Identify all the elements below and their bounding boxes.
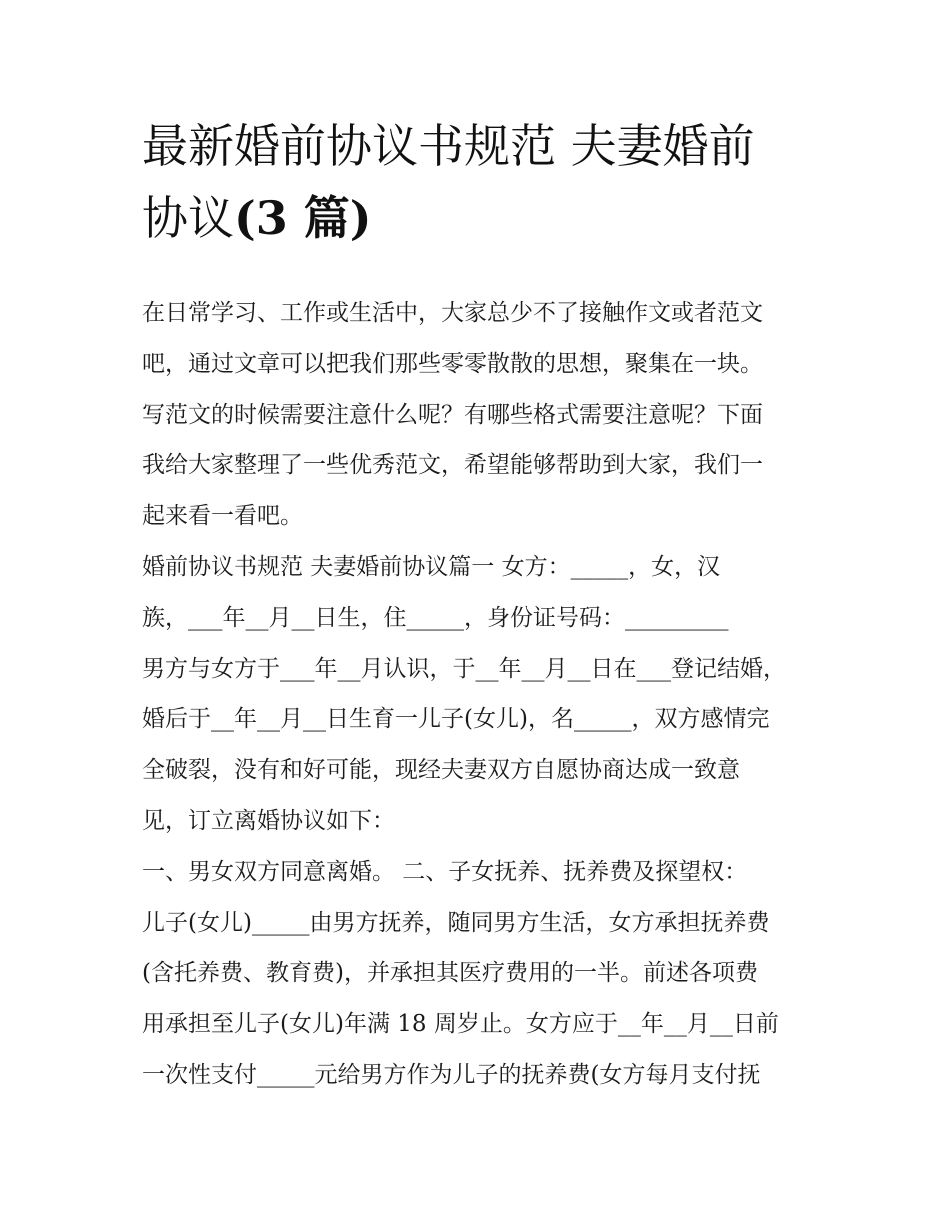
text-line: 在日常学习、工作或生活中，大家总少不了接触作文或者范文	[142, 300, 763, 326]
text-line: (含托养费、教育费)，并承担其医疗费用的一半。前述各项费	[142, 960, 758, 987]
text-line: 我给大家整理了一些优秀范文，希望能够帮助到大家，我们一	[142, 452, 763, 479]
title-line-2-text: 协议	[142, 191, 234, 245]
document-body	[142, 288, 814, 1101]
text-line: 用承担至儿子(女儿)年满 18 周岁止。女方应于__年__月__日前	[142, 1011, 779, 1038]
text-line: 婚前协议书规范 夫妻婚前协议篇一 女方：_____，女，汉	[142, 553, 721, 580]
title-line-2	[142, 182, 814, 254]
title-line-1: 最新婚前协议书规范 夫妻婚前	[142, 119, 755, 173]
text-line: 男方与女方于___年__月认识，于__年__月__日在___登记结婚，	[142, 655, 786, 682]
text-line: 婚后于__年__月__日生育一儿子(女儿)，名_____，双方感情完	[142, 706, 770, 733]
agreement-parties-paragraph	[142, 542, 814, 847]
document-page	[142, 110, 814, 1101]
agreement-terms-paragraph	[142, 847, 814, 1101]
text-line: 全破裂，没有和好可能，现经夫妻双方自愿协商达成一致意	[142, 757, 740, 784]
text-line: 族，___年__月__日生，住_____，身份证号码：_________	[142, 604, 729, 631]
text-line: 写范文的时候需要注意什么呢？有哪些格式需要注意呢？下面	[142, 401, 763, 428]
text-line: 起来看一看吧。	[142, 503, 303, 530]
text-line: 一、男女双方同意离婚。 二、子女抚养、抚养费及探望权：	[142, 858, 748, 885]
document-title	[142, 110, 814, 254]
text-line: 吧，通过文章可以把我们那些零零散散的思想，聚集在一块。	[142, 350, 763, 377]
text-line: 见，订立离婚协议如下：	[142, 807, 395, 834]
text-line: 儿子(女儿)_____由男方抚养，随同男方生活，女方承担抚养费	[142, 909, 770, 936]
title-article-count: (3 篇)	[234, 191, 372, 245]
intro-paragraph	[142, 288, 814, 542]
text-line: 一次性支付_____元给男方作为儿子的抚养费(女方每月支付抚	[142, 1061, 761, 1088]
